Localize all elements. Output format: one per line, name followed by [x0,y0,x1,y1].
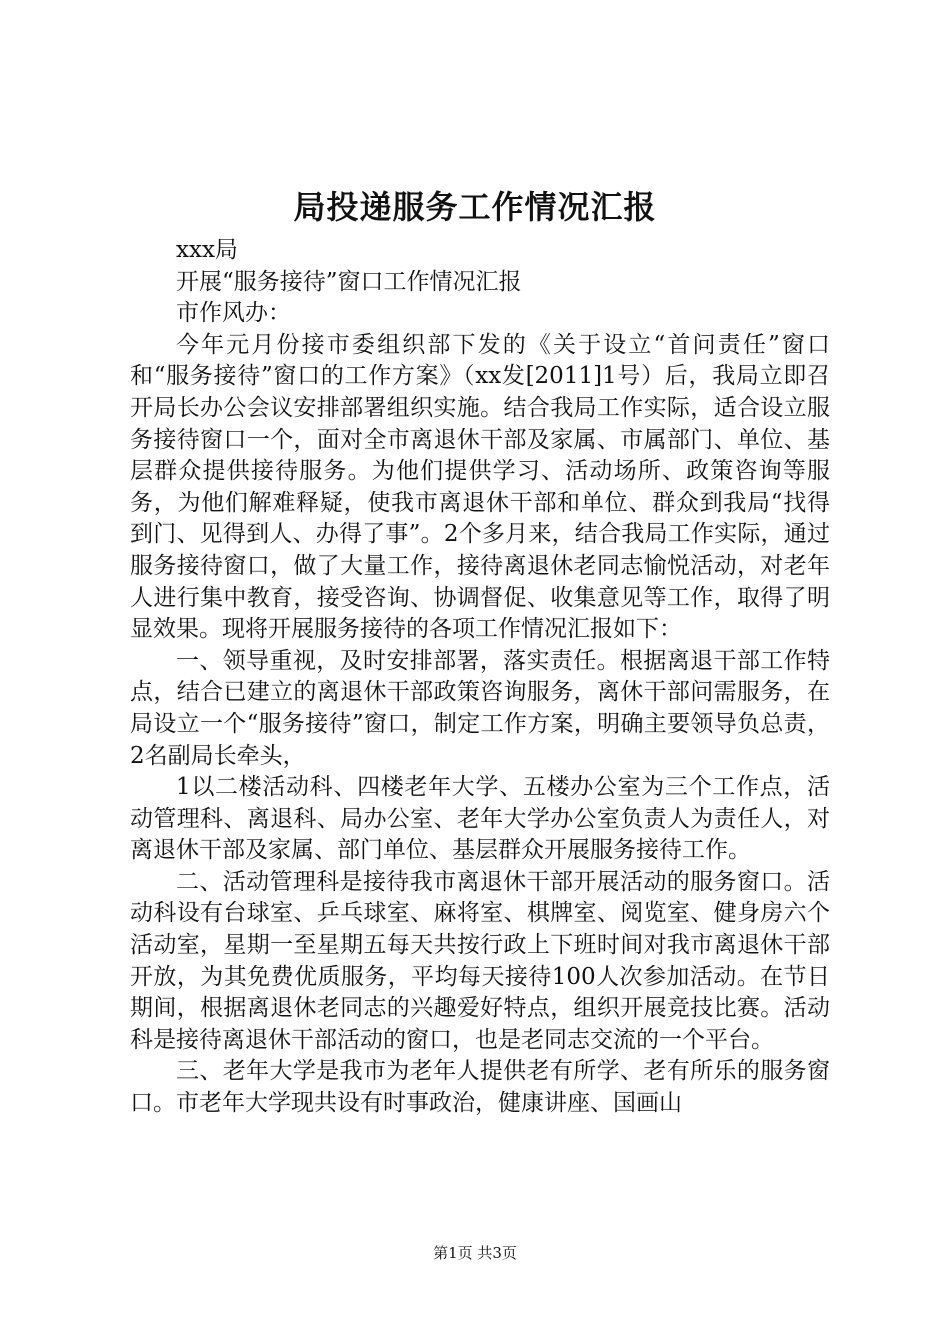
paragraph-section-2: 二、活动管理科是接待我市离退休干部开展活动的服务窗口。活动科设有台球室、乒乓球室、麻将室、棋牌室、阅览室、健身房六个活动室，星期一至星期五每天共按行政上下班时间对我市离退休干部开放，为其免费优质服务，平均每天接待100人次参加活动。在节日期间，根据离退休老同志的兴趣爱好特点，组织开展竞技比赛。活动科是接待离退休干部活动的窗口，也是老同志交流的一个平台。 [130,868,830,1053]
paragraph-subject: 开展“服务接待”窗口工作情况汇报 [176,268,522,295]
document-body [130,235,830,1120]
paragraph-section-1-cont: 1以二楼活动科、四楼老年大学、五楼办公室为三个工作点，活动管理科、离退科、局办公室、老年大学办公室负责人为责任人，对离退休干部及家属、部门单位、基层群众开展服务接待工作。 [130,774,830,864]
paragraph-section-3: 三、老年大学是我市为老年人提供老有所学、老有所乐的服务窗口。市老年大学现共设有时事政治，健康讲座、国画山 [130,1058,830,1117]
paragraph-section-1: 一、领导重视，及时安排部署，落实责任。根据离退干部工作特点，结合已建立的离退休干部政策咨询服务，离休干部问需服务，在局设立一个“服务接待”窗口，制定工作方案，明确主要领导负总责，2名副局长牵头， [130,647,830,769]
page-number-footer: 第1页 共3页 [433,1244,517,1262]
paragraph-recipient: 市作风办： [176,300,291,327]
paragraph-sender: xxx局 [176,237,238,263]
paragraph-intro: 今年元月份接市委组织部下发的《关于设立“首问责任”窗口和“服务接待”窗口的工作方案》（xx发[2011]1号）后，我局立即召开局长办公会议安排部署组织实施。结合我局工作实际，适合设立服务接待窗口一个，面对全市离退休干部及家属、市属部门、单位、基层群众提供接待服务。为他们提供学习、活动场所、政策咨询等服务，为他们解难释疑，使我市离退休干部和单位、群众到我局“找得到门、见得到人、办得了事”。2个多月来，结合我局工作实际，通过服务接待窗口，做了大量工作，接待离退休老同志愉悦活动，对老年人进行集中教育，接受咨询、协调督促、收集意见等工作，取得了明显效果。现将开展服务接待的各项工作情况汇报如下： [130,331,830,643]
document-title: 局投递服务工作情况汇报 [293,188,657,226]
